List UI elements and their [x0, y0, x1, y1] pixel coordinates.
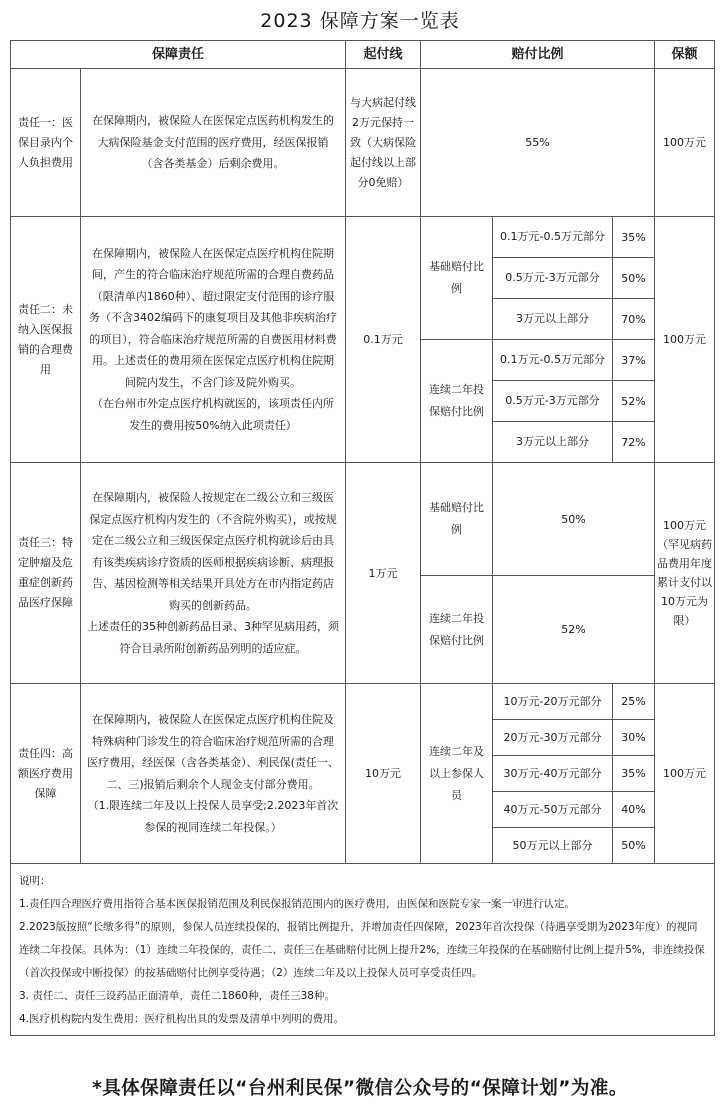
duty-1-limit: 100万元 [655, 69, 715, 217]
duty-4-range-3: 30万元-40万元部分 [493, 756, 613, 792]
header-duty: 保障责任 [11, 41, 346, 69]
duty-4-pct-1: 25% [613, 684, 655, 720]
duty-2-desc-note: （在台州市外定点医疗机构就医的，该项责任内所发生的费用按50%纳入此项责任） [92, 397, 334, 432]
duty-4-pct-2: 30% [613, 720, 655, 756]
duty-1-row [11, 69, 715, 217]
duty-2-cont-range-3: 3万元以上部分 [493, 422, 613, 463]
duty-2-name: 责任二：未纳入医保报销的合理费用 [11, 217, 81, 463]
notes-section [11, 864, 715, 1036]
duty-3-limit: 100万元（罕见病药品费用年度累计支付以10万元为限） [655, 463, 715, 684]
duty-4-label: 连续二年及以上参保人员 [421, 684, 493, 864]
duty-2-cont-range-1: 0.1万元-0.5万元部分 [493, 340, 613, 381]
coverage-table [10, 40, 715, 1036]
duty-2-cont-pct-1: 37% [613, 340, 655, 381]
note-item-2: 2.2023版按照“长缴多得”的原则，参保人员连续投保的，报销比例提升，并增加责任四保障，2023年首次投保（待遇享受期为2023年度）的视同连续二年投保。具体为：（1）连续二年投保的，责任二、责任三在基础赔付比例上提升2%，连续三年投保的在基础赔付比例上提升5%，非连续投保（首次投保或中断投保）的按基础赔付比例享受待遇；（2）连续二年及以上投保人员可享受责任四。 [19, 921, 705, 979]
note-item-4: 4.医疗机构院内发生费用：医疗机构出具的发票及清单中列明的费用。 [19, 1013, 345, 1025]
duty-3-desc-note: 上述责任的35种创新药品目录、3种罕见病用药，须符合目录所附创新药品列明的适应症。 [87, 620, 339, 655]
duty-2-limit: 100万元 [655, 217, 715, 463]
duty-4-row [11, 684, 715, 720]
duty-1-ratio: 55% [421, 69, 655, 217]
duty-2-cont-pct-3: 72% [613, 422, 655, 463]
duty-4-range-1: 10万元-20万元部分 [493, 684, 613, 720]
header-deductible: 起付线 [346, 41, 421, 69]
footer-disclaimer: *具体保障责任以“台州利民保”微信公众号的“保障计划”为准。 [92, 1078, 628, 1099]
duty-2-deductible: 0.1万元 [346, 217, 421, 463]
duty-2-base-range-2: 0.5万元-3万元部分 [493, 258, 613, 299]
note-item-3: 3. 责任二、责任三设药品正面清单，责任二1860种，责任三38种。 [19, 990, 335, 1002]
duty-2-base-label: 基础赔付比例 [421, 217, 493, 340]
notes-row [11, 864, 715, 1036]
duty-2-cont-range-2: 0.5万元-3万元部分 [493, 381, 613, 422]
header-limit: 保额 [655, 41, 715, 69]
duty-4-name: 责任四：高额医疗费用保障 [11, 684, 81, 864]
duty-3-name: 责任三：特定肿瘤及危重症创新药品医疗保障 [11, 463, 81, 684]
duty-4-deductible: 10万元 [346, 684, 421, 864]
duty-2-base-range-1: 0.1万元-0.5万元部分 [493, 217, 613, 258]
duty-4-desc [81, 684, 346, 864]
notes-heading: 说明： [19, 875, 51, 887]
duty-2-base-range-3: 3万元以上部分 [493, 299, 613, 340]
duty-2-cont-pct-2: 52% [613, 381, 655, 422]
duty-3-cont-pct: 52% [493, 576, 655, 684]
duty-4-pct-3: 35% [613, 756, 655, 792]
duty-4-range-2: 20万元-30万元部分 [493, 720, 613, 756]
duty-2-row [11, 217, 715, 258]
duty-4-pct-5: 50% [613, 828, 655, 864]
duty-3-desc-text: 在保障期内，被保险人按规定在二级公立和三级医保定点医疗机构内发生的（不含院外购买），或按规定在二级公立和三级医保定点医疗机构就诊后由具有该类疾病诊疗资质的医师根据疾病诊断、病理报告、基因检测等相关结果开具处方在市内指定药店购买的创新药品。 [89, 491, 337, 612]
duty-4-range-4: 40万元-50万元部分 [493, 792, 613, 828]
duty-2-base-pct-1: 35% [613, 217, 655, 258]
duty-3-base-label: 基础赔付比例 [421, 463, 493, 576]
duty-3-row [11, 463, 715, 576]
duty-2-base-pct-3: 70% [613, 299, 655, 340]
duty-4-range-5: 50万元以上部分 [493, 828, 613, 864]
duty-4-limit: 100万元 [655, 684, 715, 864]
duty-3-desc [81, 463, 346, 684]
page-title: 2023 保障方案一览表 [260, 10, 460, 32]
header-row [11, 41, 715, 69]
duty-2-cont-label: 连续二年投保赔付比例 [421, 340, 493, 463]
duty-4-desc-note: （1.限连续二年及以上投保人员享受;2.2023年首次参保的视同连续二年投保。） [87, 799, 339, 834]
note-item-1: 1.责任四合理医疗费用指符合基本医保报销范围及利民保报销范围内的医疗费用，由医保和医院专家一案一审进行认定。 [19, 898, 576, 910]
duty-3-deductible: 1万元 [346, 463, 421, 684]
duty-1-deductible: 与大病起付线2万元保持一致（大病保险起付线以上部分0免赔） [346, 69, 421, 217]
duty-3-cont-label: 连续二年投保赔付比例 [421, 576, 493, 684]
duty-2-base-pct-2: 50% [613, 258, 655, 299]
duty-1-name: 责任一：医保目录内个人负担费用 [11, 69, 81, 217]
duty-2-desc-text: 在保障期内，被保险人在医保定点医疗机构住院期间，产生的符合临床治疗规范所需的合理自费药品（限清单内1860种）、超过限定支付范围的诊疗服务（不含3402编码下的康复项目及其他非疾病治疗的项目），符合临床治疗规范所需的自费医用材料费用。上述责任的费用须在医保定点医疗机构住院期间院内发生，不含门诊及院外购买。 [89, 246, 337, 389]
duty-2-desc [81, 217, 346, 463]
duty-3-base-pct: 50% [493, 463, 655, 576]
duty-1-desc: 在保障期内，被保险人在医保定点医药机构发生的大病保险基金支付范围的医疗费用，经医保报销（含各类基金）后剩余费用。 [81, 69, 346, 217]
duty-4-desc-text: 在保障期内，被保险人在医保定点医疗机构住院及特殊病种门诊发生的符合临床治疗规范所需的合理医疗费用，经医保（含各类基金）、利民保(责任一、二、三)报销后剩余个人现金支付部分费用。 [87, 713, 339, 791]
header-ratio: 赔付比例 [421, 41, 655, 69]
duty-4-pct-4: 40% [613, 792, 655, 828]
